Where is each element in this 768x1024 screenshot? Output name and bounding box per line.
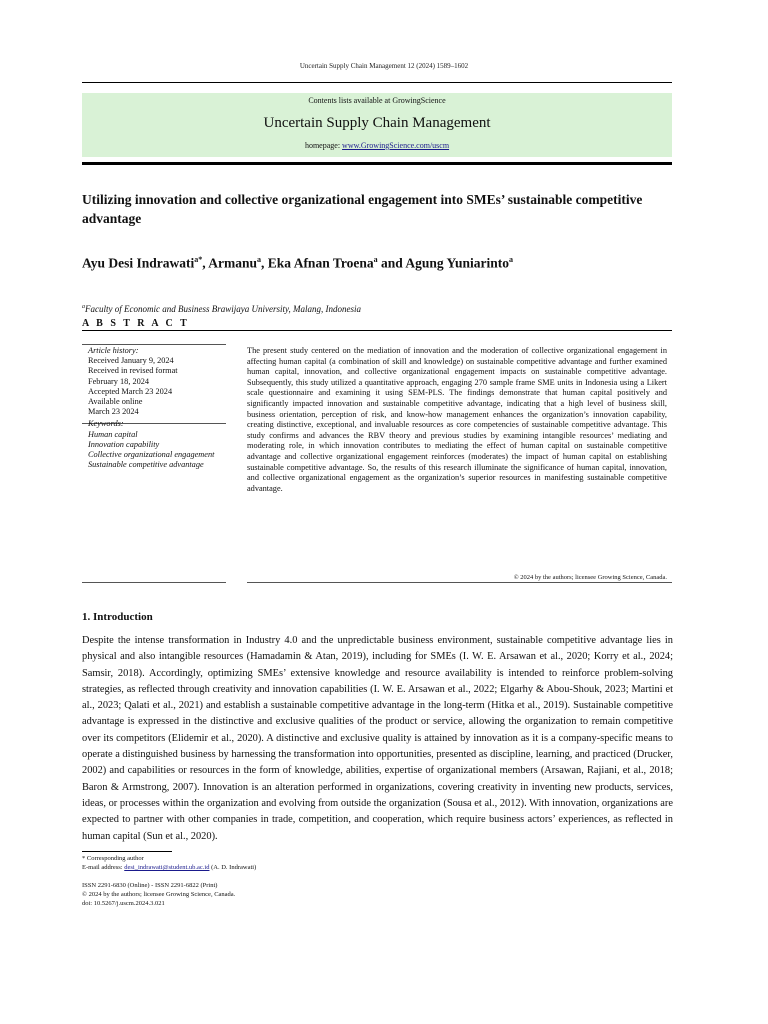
author-sup: a* [194, 255, 203, 264]
history-item: Available online [88, 397, 143, 407]
abstract-text: The present study centered on the mediation of innovation and the moderation of collective organizational engagement in affecting human capital (a combination of skill and knowledge) on sustainable competitive advantage and further examined human capital, innovation, and collective organizational engagement impacts on sustainable competitive advantage. Subsequently, this study utilized a quantitative approach, engaging 270 sample frame SME units in Indonesia using a Likert scale questionnaire and examining it using SEM-PLS. The findings demonstrate that human capital positively and significantly impacted innovation and sustainable competitive advantage, indicating that a high level of business skill, business orientation, perception of risk, and know-how management enhances the organization’s innovation capability, creating distinctive, exceptional, and invaluable resources as core competencies of sustainable competitive advantage. This study confirms and advances the RBV theory and previous studies by examining intangible resources’ mediating and moderating role, in which innovation contributes to mediating the effect of human capital on sustainable competitive advantage and collective organizational engagement reinforces (moderates) the impact of human capital on establishing sustainable competitive advantage. So, the results of this research illuminate the significance of human capital, innovation, and collective organizational engagement as the organization’s superior resources in manifesting sustainable competitive advantage. [247, 346, 667, 493]
footnote-corresponding: * Corresponding author [82, 855, 144, 862]
paper-title: Utilizing innovation and collective organizational engagement into SMEs’ sustainable competitive advantage [82, 192, 643, 226]
footer-issn: ISSN 2291-6830 (Online) - ISSN 2291-6822 (Print) [82, 882, 218, 889]
history-heading: Article history: [88, 346, 139, 355]
affiliation-text: Faculty of Economic and Business Brawijaya University, Malang, Indonesia [85, 304, 361, 314]
history-item: March 23 2024 [88, 407, 139, 417]
journal-citation-line: Uncertain Supply Chain Management 12 (2024) 1589–1602 [299, 62, 469, 70]
journal-title: Uncertain Supply Chain Management [263, 115, 491, 131]
sidebar-divider [82, 582, 226, 583]
email-label: E-mail address: [82, 864, 125, 871]
history-item: Received in revised format [88, 366, 178, 376]
footnote-email [82, 864, 256, 873]
homepage-line [82, 141, 672, 150]
header-rule-top [82, 82, 672, 83]
homepage-link[interactable]: www.GrowingScience.com/uscm [342, 141, 450, 150]
banner-rule-bottom [82, 162, 672, 165]
homepage-label: homepage: [304, 141, 343, 150]
footnote-rule [82, 851, 172, 852]
footer-copyright: © 2024 by the authors; licensee Growing Science, Canada. [82, 891, 236, 898]
author-name: Agung Yuniarinto [405, 255, 510, 271]
abstract-rule [82, 330, 672, 331]
abstract-bottom-rule [247, 582, 672, 583]
keyword-item: Collective organizational engagement [88, 450, 215, 460]
affiliation [82, 304, 361, 314]
keyword-item: Innovation capability [88, 439, 160, 449]
article-info-sidebar [88, 346, 224, 470]
journal-banner [82, 93, 672, 157]
footer-doi: doi: 10.5267/j.uscm.2024.3.021 [82, 900, 165, 907]
keyword-item: Human capital [88, 429, 138, 439]
section-heading-introduction: 1. Introduction [82, 611, 153, 623]
author-sup: a [509, 255, 514, 264]
contents-available: Contents lists available at GrowingScience [308, 96, 446, 105]
affiliation-sup: a [82, 304, 85, 310]
history-item: Accepted March 23 2024 [88, 386, 173, 396]
abstract-copyright: © 2024 by the authors; licensee Growing Science, Canada. [513, 574, 667, 581]
keywords-heading: Keywords: [88, 419, 124, 429]
introduction-paragraph: Despite the intense transformation in Industry 4.0 and the unpredictable business environment, sustainable competitive advantage lies in physical and also intangible resources (Hamadamin & Atan, 2019), including for SMEs (I. W. E. Arsawan et al., 2020; Korry et al., 2024; Samsir, 2018). Accordingly, optimizing SMEs’ extensive knowledge and resource availability is intended to reinforce problem-solving strategies, as reflected through creativity and innovation capabilities (I. W. E. Arsawan et al., 2022; Elgarhy & Abou-Shouk, 2023; Martini et al., 2023; Qalati et al., 2021) and establish a sustainable competitive advantage in the long-term (Hitka et al., 2019). Sustainable competitive advantage is expressed in the distinctive and exclusive qualities of the product or service, allowing the organization to remain competitive over its competitors (Elidemir et al., 2020). A distinctive and exclusive quality is attained by innovation as it is a company-specific means to operate a distinguished business by harnessing the transformation into opportunities, presented as discipline, learning, and practiced (Drucker, 2002) and capabilities or resources in the form of knowledge, abilities, expertise of organizational members (Arsawan, Rajiani, et al., 2018; Baron & Armstrong, 2007). Innovation is an alteration performed in organizations, covering creativity in inventing new products, services, ideas, or processes within the organization and evolving from outside the organization (Sousa et al., 2012). With innovation, organizations are expected to partner with other companies in trade, competition, and cooperation, which require business actors’ experiences, as reflected in human capital (Sun et al., 2020). [82, 635, 673, 842]
author-sup: a [257, 255, 262, 264]
history-item: February 18, 2024 [88, 376, 150, 386]
author-name: Ayu Desi Indrawati [82, 255, 195, 271]
keyword-item: Sustainable competitive advantage [88, 460, 204, 470]
author-sup: a [373, 255, 378, 264]
email-link[interactable]: desi_indrawati@student.ub.ac.id [124, 864, 210, 871]
sidebar-divider [82, 344, 226, 345]
author-name: Eka Afnan Troena [267, 255, 374, 271]
email-owner: (A. D. Indrawati) [209, 864, 257, 871]
history-item: Received January 9, 2024 [88, 356, 174, 366]
abstract-heading: A B S T R A C T [82, 318, 190, 329]
author-list: Ayu Desi Indrawati$^{a*}$, Armanu$^a$, Eka Afnan Troena$^a$ and Agung Yuniarinto$^a$ [82, 255, 514, 271]
author-name: Armanu [208, 255, 258, 271]
